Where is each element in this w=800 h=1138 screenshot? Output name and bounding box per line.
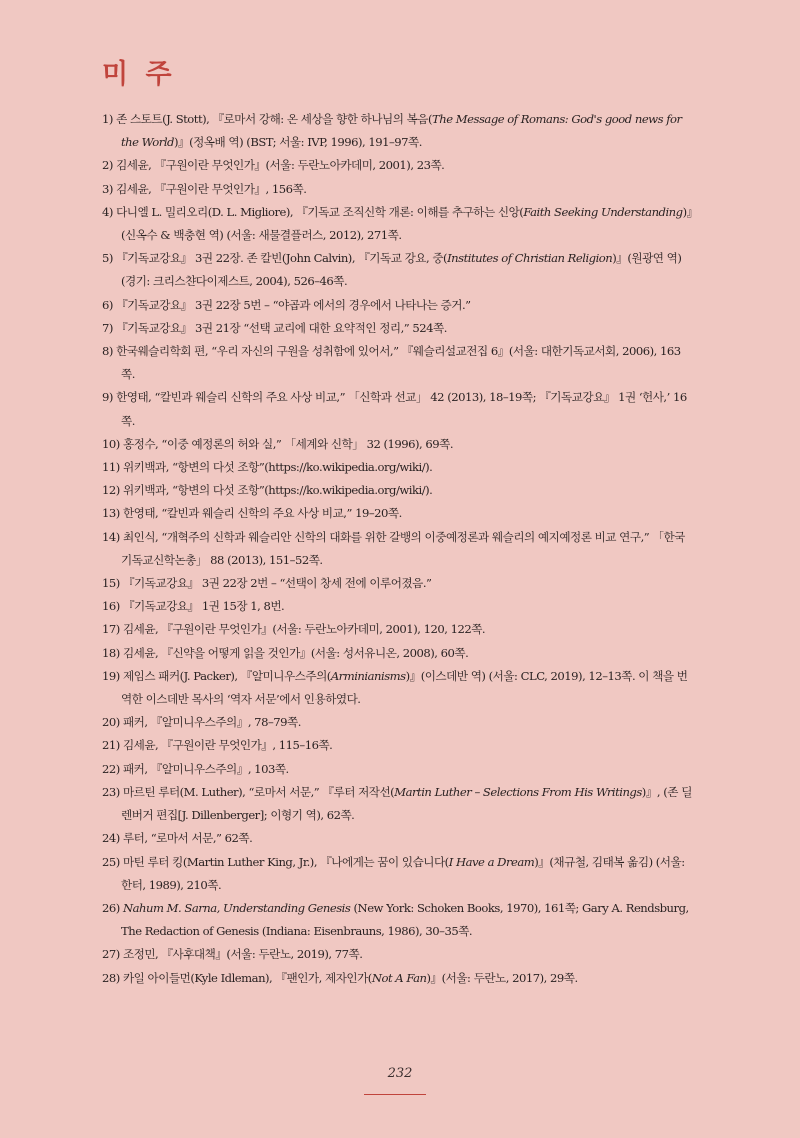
endnote-text: )』, (존 딜렌버거 편집[J. Dillenberger]; 이형기 역), 62쪽.: [121, 784, 692, 823]
endnote-item: [102, 294, 692, 317]
endnote-item: [102, 642, 692, 665]
endnote-text: 13) 한영태, “칼빈과 웨슬리 신학의 주요 사상 비교,” 19–20쪽.: [102, 506, 402, 521]
endnote-text: )』(채규철, 김태복 옮김) (서울: 한터, 1989), 210쪽.: [121, 854, 688, 892]
endnote-item: [102, 317, 692, 340]
endnote-text: )』(서울: 두란노, 2017), 29쪽.: [426, 970, 578, 985]
endnote-text: 12) 위키백과, “항변의 다섯 조항”(https://ko.wikipedia.org/wiki/).: [102, 483, 433, 498]
endnote-italic-title: Nahum M. Sarna, Understanding Genesis: [122, 900, 351, 915]
endnote-item: [102, 781, 692, 827]
endnote-text: 14) 최인식, “개혁주의 신학과 웨슬리안 신학의 대화를 위한 갈뱅의 이중예정론과 웨슬리의 예지예정론 비교 연구,” 「한국기독교신학논총」 88 (2013), 151–52쪽.: [102, 529, 685, 567]
endnote-item: [102, 456, 692, 479]
endnote-text: 16) 『기독교강요』 1권 15장 1, 8번.: [102, 599, 285, 614]
endnote-item: [102, 247, 692, 293]
endnote-item: [102, 479, 692, 502]
endnote-item: [102, 967, 692, 990]
endnote-italic-title: The Message of Romans: God's good news for the World: [121, 112, 685, 150]
endnote-italic-title: Institutes of Christian Religion: [447, 251, 613, 266]
endnote-text: 24) 루터, “로마서 서문,” 62쪽.: [102, 831, 253, 846]
endnotes-list: [102, 108, 692, 990]
endnote-text: 7) 『기독교강요』 3권 21장 “선택 교리에 대한 요약적인 정리,” 524쪽.: [102, 320, 447, 335]
endnote-text: 17) 김세윤, 『구원이란 무엇인가』(서울: 두란노아카데미, 2001), 120, 122쪽.: [102, 622, 486, 637]
endnote-italic-title: Martin Luther – Selections From His Writings: [394, 784, 642, 799]
endnote-italic-title: Faith Seeking Understanding: [523, 204, 683, 219]
endnote-item: [102, 178, 692, 201]
endnote-text: )』(이스데반 역) (서울: CLC, 2019), 12–13쪽. 이 책을 번역한 이스데반 목사의 ‘역자 서문’에서 인용하였다.: [121, 668, 688, 707]
endnote-item: [102, 108, 692, 154]
endnote-text: )』(정옥배 역) (BST; 서울: IVP, 1996), 191–97쪽.: [173, 135, 422, 150]
endnote-item: [102, 851, 692, 897]
section-title: 미 주: [102, 59, 176, 90]
endnote-item: [102, 897, 692, 943]
endnote-text: 27) 조정민, 『사후대책』(서울: 두란노, 2019), 77쪽.: [102, 947, 363, 962]
endnote-item: [102, 711, 692, 734]
endnote-text: 8) 한국웨슬리학회 편, “우리 자신의 구원을 성취함에 있어서,” 『웨슬리설교전집 6』(서울: 대한기독교서회, 2006), 163쪽.: [102, 344, 681, 382]
endnote-text: 9) 한영태, “칼빈과 웨슬리 신학의 주요 사상 비교,” 「신학과 선교」 42 (2013), 18–19쪽; 『기독교강요』 1권 ‘헌사,’ 16쪽.: [102, 390, 687, 428]
endnote-text: 3) 김세윤, 『구원이란 무엇인가』, 156쪽.: [102, 181, 307, 196]
endnote-text: 11) 위키백과, “항변의 다섯 조항”(https://ko.wikipedia.org/wiki/).: [102, 460, 433, 475]
endnote-text: 25) 마틴 루터 킹(Martin Luther King, Jr.), 『나에게는 꿈이 있습니다(: [102, 854, 449, 869]
endnote-text: 23) 마르틴 루터(M. Luther), “로마서 서문,” 『루터 저작선(: [102, 784, 395, 799]
endnote-item: [102, 943, 692, 966]
endnote-text: 15) 『기독교강요』 3권 22장 2번 – “선택이 창세 전에 이루어졌음.”: [102, 576, 432, 591]
endnote-item: [102, 201, 692, 247]
endnote-text: (New York: Schoken Books, 1970), 161쪽; Gary A. Rendsburg, The Redaction of Genesis (Indiana: Eisenbrauns, 1986), 30–35쪽.: [121, 900, 692, 939]
endnote-item: [102, 502, 692, 525]
endnote-item: [102, 758, 692, 781]
endnote-text: 18) 김세윤, 『신약을 어떻게 읽을 것인가』(서울: 성서유니온, 2008), 60쪽.: [102, 645, 469, 660]
endnote-text: 26): [102, 900, 123, 915]
endnote-item: [102, 665, 692, 711]
endnote-text: 28) 카일 아이들먼(Kyle Idleman), 『팬인가, 제자인가(: [102, 970, 372, 985]
endnote-text: 20) 패커, 『알미니우스주의』, 78–79쪽.: [102, 715, 301, 730]
endnote-item: [102, 433, 692, 456]
endnote-italic-title: Not A Fan: [371, 970, 427, 985]
endnote-text: 2) 김세윤, 『구원이란 무엇인가』(서울: 두란노아카데미, 2001), 23쪽.: [102, 158, 445, 173]
page-number: 232: [387, 1066, 413, 1081]
endnote-italic-title: Arminianisms: [330, 668, 406, 683]
endnote-text: 5) 『기독교강요』 3권 22장. 존 칼빈(John Calvin), 『기독교 강요, 중(: [102, 251, 448, 266]
endnote-text: 6) 『기독교강요』 3권 22장 5번 – “야곱과 에서의 경우에서 나타나는 증거.”: [102, 297, 471, 312]
endnote-item: [102, 386, 692, 432]
endnote-text: 4) 다니엘 L. 밀리오리(D. L. Migliore), 『기독교 조직신학 개론: 이해를 추구하는 신앙(: [102, 204, 524, 219]
endnote-item: [102, 618, 692, 641]
endnote-item: [102, 572, 692, 595]
page-footer: [0, 1062, 800, 1081]
endnote-text: 1) 존 스토트(J. Stott), 『로마서 강해: 온 세상을 향한 하나님의 복음(: [102, 112, 433, 126]
endnote-item: [102, 827, 692, 850]
endnote-item: [102, 734, 692, 757]
endnote-italic-title: I Have a Dream: [448, 854, 535, 869]
endnote-text: 22) 패커, 『알미니우스주의』, 103쪽.: [102, 761, 289, 776]
endnote-text: )』(신옥수 & 백충현 역) (서울: 새물결플러스, 2012), 271쪽.: [121, 204, 692, 243]
endnote-text: 19) 제임스 패커(J. Packer), 『알미니우스주의(: [102, 668, 331, 683]
endnote-item: [102, 154, 692, 177]
endnote-text: 21) 김세윤, 『구원이란 무엇인가』, 115–16쪽.: [102, 738, 333, 753]
endnote-text: 10) 홍정수, “이중 예정론의 허와 실,” 「세계와 신학」 32 (1996), 69쪽.: [102, 436, 454, 451]
endnote-item: [102, 595, 692, 618]
endnote-item: [102, 526, 692, 572]
footer-rule: [364, 1094, 426, 1095]
endnote-text: )』(원광연 역) (경기: 크리스챤다이제스트, 2004), 526–46쪽.: [121, 251, 685, 289]
endnote-item: [102, 340, 692, 386]
